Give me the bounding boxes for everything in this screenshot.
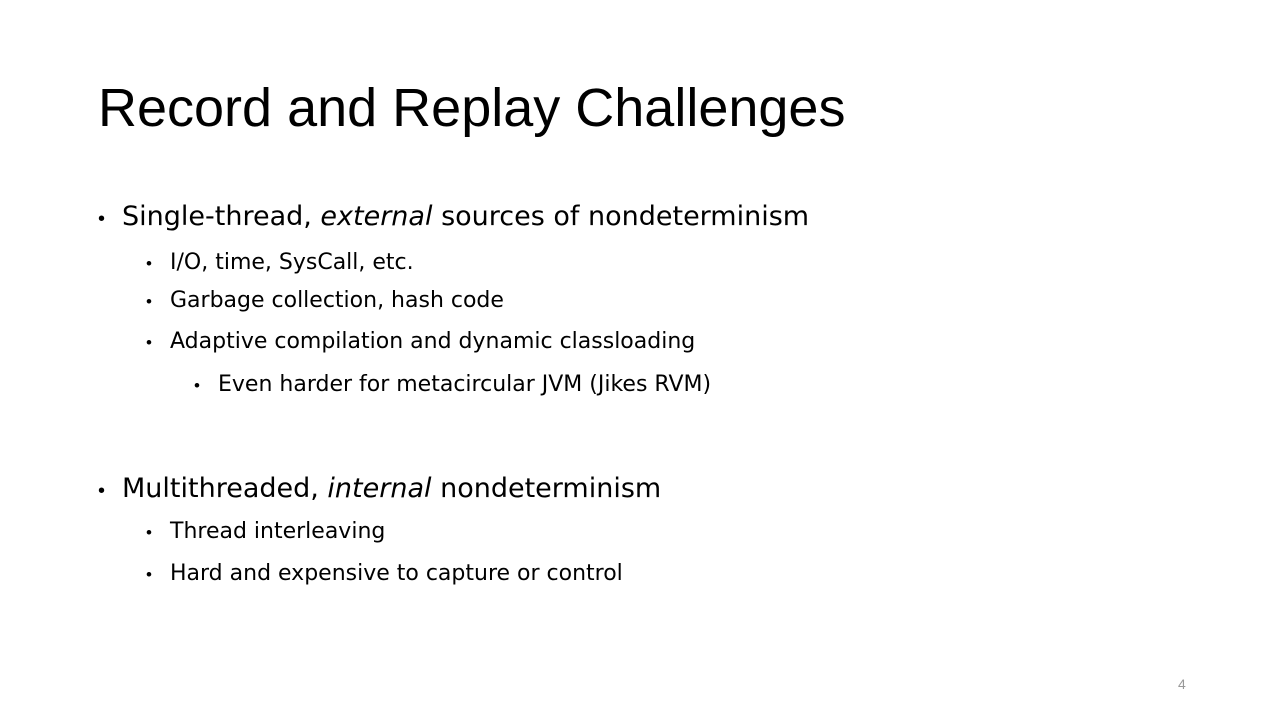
bullet-dot: • <box>146 254 152 273</box>
bullet-text-emphasis: internal <box>327 473 432 504</box>
bullet-text: Even harder for metacircular JVM (Jikes RVM) <box>218 372 712 397</box>
bullet-dot: • <box>146 565 152 584</box>
bullet-text: Thread interleaving <box>170 519 386 544</box>
bullet-dot: • <box>146 292 152 311</box>
bullet-text: Hard and expensive to capture or control <box>170 561 623 586</box>
bullet-metacircular-jvm <box>194 370 712 400</box>
bullet-multithreaded <box>98 471 662 507</box>
bullet-text-post: sources of nondeterminism <box>432 201 810 232</box>
bullet-io-time <box>146 248 414 278</box>
bullet-text-pre: Single-thread, <box>122 201 321 232</box>
bullet-single-thread <box>98 199 810 235</box>
bullet-dot: • <box>98 208 106 230</box>
bullet-dot: • <box>146 333 152 352</box>
bullet-text-pre: Multithreaded, <box>122 473 328 504</box>
bullet-text-emphasis: external <box>320 201 433 232</box>
bullet-text: Garbage collection, hash code <box>170 288 504 313</box>
bullet-dot: • <box>146 523 152 542</box>
bullet-text: I/O, time, SysCall, etc. <box>170 250 414 275</box>
bullet-adaptive-compilation <box>146 327 696 357</box>
bullet-text: Adaptive compilation and dynamic classloading <box>170 329 696 354</box>
bullet-hard-expensive <box>146 559 623 589</box>
bullet-text-post: nondeterminism <box>431 473 662 504</box>
slide-title: Record and Replay Challenges <box>98 78 846 138</box>
bullet-thread-interleaving <box>146 517 386 547</box>
bullet-garbage-collection <box>146 286 504 316</box>
page-number: 4 <box>1178 676 1186 692</box>
bullet-dot: • <box>194 376 200 395</box>
bullet-dot: • <box>98 480 106 502</box>
